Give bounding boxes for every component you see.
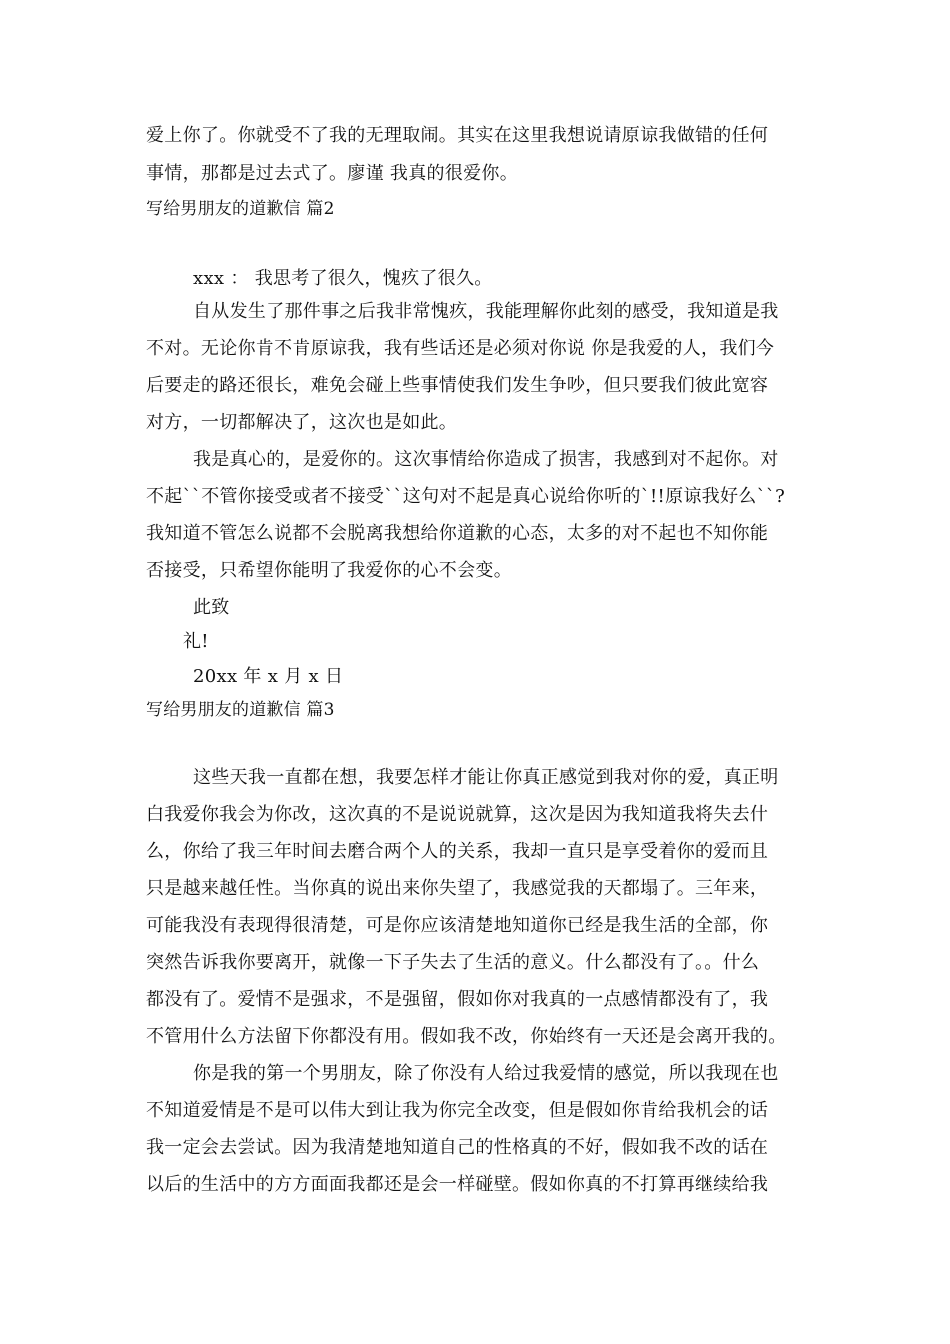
text-line: 我是真心的，是爱你的。这次事情给你造成了损害，我感到对不起你。对 bbox=[193, 449, 779, 470]
text-line: 以后的生活中的方方面面我都还是会一样碰壁。假如你真的不打算再继续给我 bbox=[146, 1174, 769, 1195]
text-line: 不对。无论你肯不肯原谅我，我有些话还是必须对你说 你是我爱的人，我们今 bbox=[146, 338, 775, 359]
text-line: 我一定会去尝试。因为我清楚地知道自己的性格真的不好，假如我不改的话在 bbox=[146, 1137, 769, 1158]
date: 20xx 年 x 月 x 日 bbox=[193, 666, 344, 687]
text-line: 都没有了。爱情不是强求，不是强留，假如你对我真的一点感情都没有了，我 bbox=[146, 989, 769, 1010]
text-line: 不知道爱情是不是可以伟大到让我为你完全改变，但是假如你肯给我机会的话 bbox=[146, 1100, 769, 1121]
text-line: 不起``不管你接受或者不接受``这句对不起是真心说给你听的`!!原谅我好么``? bbox=[146, 486, 786, 507]
text-line: 么，你给了我三年时间去磨合两个人的关系，我却一直只是享受着你的爱而且 bbox=[146, 841, 769, 862]
text-line: 你是我的第一个男朋友，除了你没有人给过我爱情的感觉，所以我现在也 bbox=[193, 1063, 779, 1084]
section-heading: 写给男朋友的道歉信 篇2 bbox=[146, 199, 335, 219]
closing: 此致 bbox=[193, 597, 230, 618]
salute: 礼! bbox=[183, 631, 209, 652]
text-line: 这些天我一直都在想，我要怎样才能让你真正感觉到我对你的爱，真正明 bbox=[193, 767, 779, 788]
section-heading: 写给男朋友的道歉信 篇3 bbox=[146, 700, 335, 720]
text-line: 否接受，只希望你能明了我爱你的心不会变。 bbox=[146, 560, 512, 581]
text-line: 突然告诉我你要离开，就像一下子失去了生活的意义。什么都没有了。。什么 bbox=[146, 952, 760, 973]
text-line: 不管用什么方法留下你都没有用。假如我不改，你始终有一天还是会离开我的。 bbox=[146, 1026, 787, 1047]
text-line: 后要走的路还很长，难免会碰上些事情使我们发生争吵，但只要我们彼此宽容 bbox=[146, 375, 769, 396]
text-line: 爱上你了。你就受不了我的无理取闹。其实在这里我想说请原谅我做错的任何 bbox=[146, 125, 769, 146]
text-line: 自从发生了那件事之后我非常愧疚，我能理解你此刻的感受，我知道是我 bbox=[193, 301, 779, 322]
text-line: 我知道不管怎么说都不会脱离我想给你道歉的心态，太多的对不起也不知你能 bbox=[146, 523, 769, 544]
text-line: 只是越来越任性。当你真的说出来你失望了，我感觉我的天都塌了。三年来， bbox=[146, 878, 769, 899]
text-line: 白我爱你我会为你改，这次真的不是说说就算，这次是因为我知道我将失去什 bbox=[146, 804, 769, 825]
text-line: 事情，那都是过去式了。廖谨 我真的很爱你。 bbox=[146, 163, 519, 184]
text-line: 对方，一切都解决了，这次也是如此。 bbox=[146, 412, 458, 433]
text-line: 可能我没有表现得很清楚，可是你应该清楚地知道你已经是我生活的全部，你 bbox=[146, 915, 769, 936]
salutation: xxx ： 我思考了很久，愧疚了很久。 bbox=[193, 268, 493, 289]
